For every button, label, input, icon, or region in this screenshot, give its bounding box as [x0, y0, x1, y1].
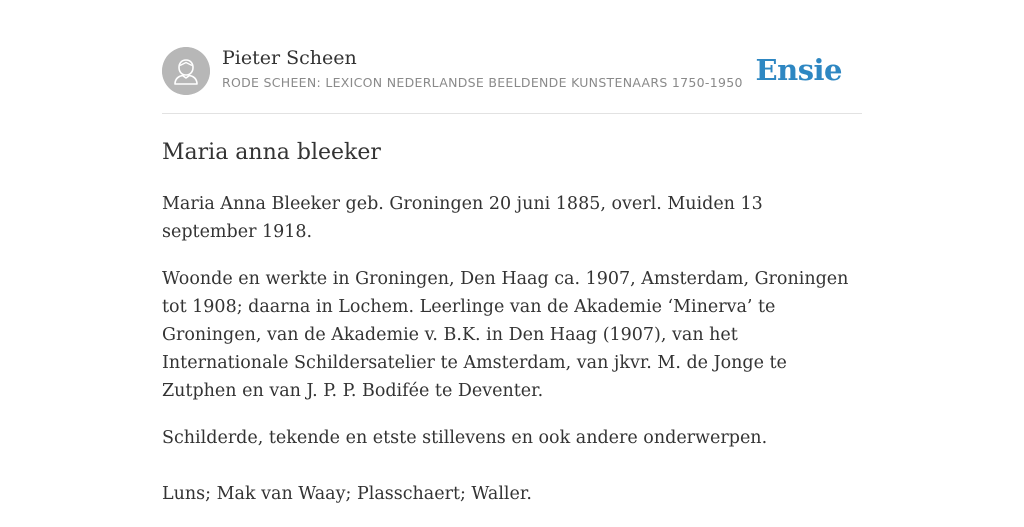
entry-paragraph-biography: Woonde en werkte in Groningen, Den Haag ca. 1907, Amsterdam, Groningen tot 1908; daarna in Lochem. Leerlinge van de Akademie ‘Minerva’ te Groningen, van de Akademie v. B.K. in Den Haag (1907), van het Internationale Schildersatelier te Amsterdam, van jkvr. M. de Jonge te Zutphen en van J. P. P. Bodifée te Deventer.: [162, 269, 849, 401]
ensie-logo[interactable]: Ensie: [755, 53, 842, 87]
author-name-link[interactable]: Pieter Scheen: [222, 47, 357, 69]
entry-paragraph-birth: Maria Anna Bleeker geb. Groningen 20 juni 1885, overl. Muiden 13 september 1918.: [162, 194, 763, 242]
article-page: [162, 0, 862, 512]
author-header: [162, 46, 862, 114]
entry-paragraph-work: Schilderde, tekende en etste stillevens en ook andere onderwerpen.: [162, 428, 768, 448]
entry-title: Maria anna bleeker: [162, 140, 381, 165]
user-avatar-icon[interactable]: [162, 47, 210, 95]
source-label[interactable]: RODE SCHEEN: LEXICON NEDERLANDSE BEELDENDE KUNSTENAARS 1750-1950: [222, 75, 743, 90]
entry-paragraph-sources: Luns; Mak van Waay; Plasschaert; Waller.: [162, 484, 532, 504]
entry-body: [162, 190, 862, 527]
